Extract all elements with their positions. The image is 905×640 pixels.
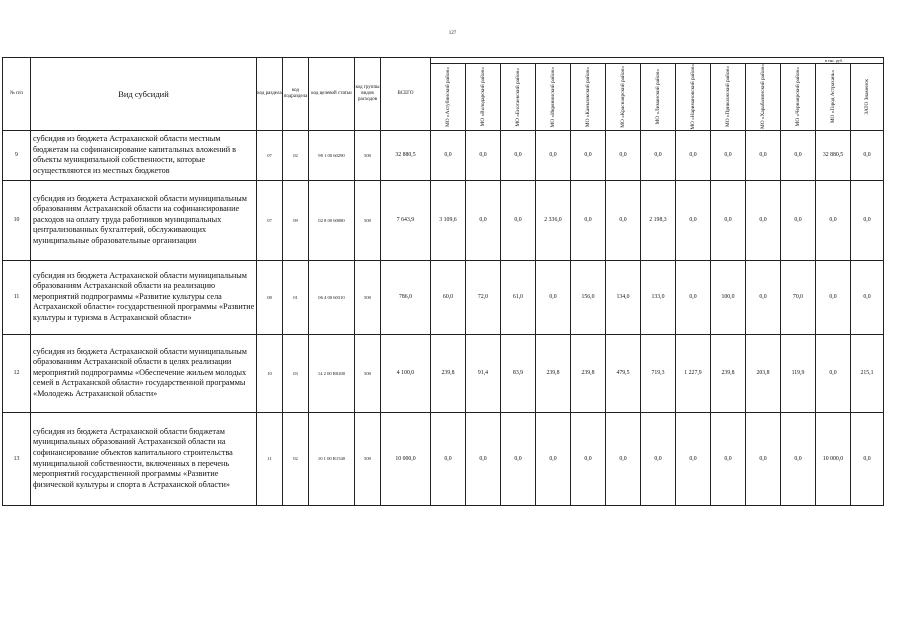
row-number-cell: 9 bbox=[3, 130, 31, 180]
header-district-5 bbox=[606, 64, 641, 131]
header-district-12 bbox=[851, 64, 884, 131]
district-value-cell: 215,1 bbox=[851, 334, 884, 412]
expense-group-cell: 500 bbox=[355, 130, 381, 180]
subsection-code-cell: 02 bbox=[283, 130, 309, 180]
district-label: МО «Приволжский район» bbox=[725, 66, 731, 128]
district-label: МО «Камызякский район» bbox=[585, 66, 591, 127]
district-value-cell: 10 000,0 bbox=[816, 412, 851, 505]
row-number-cell: 13 bbox=[3, 412, 31, 505]
district-value-cell: 239,8 bbox=[711, 334, 746, 412]
district-label: МО «Город Астрахань» bbox=[830, 70, 836, 124]
district-label: МО «Красноярский район» bbox=[620, 65, 626, 128]
district-value-cell: 239,8 bbox=[571, 334, 606, 412]
district-value-cell: 0,0 bbox=[466, 130, 501, 180]
district-value-cell: 0,0 bbox=[501, 412, 536, 505]
table-row bbox=[3, 412, 884, 505]
district-value-cell: 0,0 bbox=[746, 130, 781, 180]
district-value-cell: 0,0 bbox=[711, 180, 746, 260]
header-district-10 bbox=[781, 64, 816, 131]
district-value-cell: 0,0 bbox=[851, 412, 884, 505]
district-value-cell: 83,9 bbox=[501, 334, 536, 412]
header-total: ВСЕГО bbox=[381, 58, 431, 131]
district-label: МО «Черноярский район» bbox=[795, 67, 801, 127]
target-code-cell: 98 1 00 60290 bbox=[309, 130, 355, 180]
district-value-cell: 0,0 bbox=[606, 130, 641, 180]
district-value-cell: 0,0 bbox=[851, 260, 884, 334]
subsidies-table bbox=[2, 57, 884, 506]
expense-group-cell: 500 bbox=[355, 334, 381, 412]
expense-group-cell: 500 bbox=[355, 260, 381, 334]
district-value-cell: 134,0 bbox=[606, 260, 641, 334]
subsidy-name-cell: субсидия из бюджета Астраханской области муниципальным образованиям Астраханской области на реализацию мероприятий подпрограммы «Развитие культуры села Астраханской области» государственной программы «Развитие культуры и туризма в Астраханской области» bbox=[31, 260, 257, 334]
district-value-cell: 0,0 bbox=[851, 130, 884, 180]
district-value-cell: 0,0 bbox=[816, 334, 851, 412]
district-label: МО «Ахтубинский район» bbox=[445, 66, 451, 127]
district-value-cell: 0,0 bbox=[711, 412, 746, 505]
district-label: МО «Енотаевский район» bbox=[515, 67, 521, 127]
subsidy-name-cell: субсидия из бюджета Астраханской области муниципальным образованиям Астраханской области в целях реализации мероприятий подпрограммы «Обеспечение жильем молодых семей в Астраханской области» государственной программы «Молодежь Астраханской области» bbox=[31, 334, 257, 412]
table-row bbox=[3, 180, 884, 260]
district-label: МО «Лиманский район» bbox=[655, 69, 661, 125]
district-value-cell: 61,0 bbox=[501, 260, 536, 334]
header-district-9 bbox=[746, 64, 781, 131]
district-value-cell: 239,8 bbox=[536, 334, 571, 412]
header-unit: в тыс. руб. bbox=[431, 58, 884, 64]
district-value-cell: 0,0 bbox=[746, 260, 781, 334]
district-value-cell: 0,0 bbox=[676, 130, 711, 180]
subsection-code-cell: 02 bbox=[283, 412, 309, 505]
district-value-cell: 0,0 bbox=[676, 260, 711, 334]
table-row bbox=[3, 260, 884, 334]
district-value-cell: 133,0 bbox=[641, 260, 676, 334]
district-value-cell: 60,0 bbox=[431, 260, 466, 334]
row-number-cell: 10 bbox=[3, 180, 31, 260]
district-value-cell: 91,4 bbox=[466, 334, 501, 412]
table-row bbox=[3, 130, 884, 180]
district-value-cell: 719,3 bbox=[641, 334, 676, 412]
district-value-cell: 0,0 bbox=[781, 180, 816, 260]
subsection-code-cell: 03 bbox=[283, 334, 309, 412]
district-value-cell: 156,0 bbox=[571, 260, 606, 334]
header-district-6 bbox=[641, 64, 676, 131]
district-value-cell: 0,0 bbox=[571, 180, 606, 260]
header-district-8 bbox=[711, 64, 746, 131]
district-value-cell: 3 109,6 bbox=[431, 180, 466, 260]
district-label: МО «Наримановский район» bbox=[690, 64, 696, 130]
section-code-cell: 08 bbox=[257, 260, 283, 334]
district-value-cell: 0,0 bbox=[781, 412, 816, 505]
district-value-cell: 0,0 bbox=[501, 180, 536, 260]
district-label: МО «Харабалинский район» bbox=[760, 64, 766, 130]
district-label: ЗАТО Знаменск bbox=[864, 79, 870, 115]
section-code-cell: 07 bbox=[257, 130, 283, 180]
header-expense-group-code: код группы видов расходов bbox=[355, 58, 381, 131]
district-value-cell: 0,0 bbox=[536, 260, 571, 334]
row-number-cell: 11 bbox=[3, 260, 31, 334]
header-subsidy-type: Вид субсидий bbox=[31, 58, 257, 131]
district-value-cell: 0,0 bbox=[816, 260, 851, 334]
expense-group-cell: 500 bbox=[355, 412, 381, 505]
subsidy-name-cell: субсидия из бюджета Астраханской области местным бюджетам на софинансирование капитальных вложений в объекты муниципальной собственности, которые осуществляются из местных бюджетов bbox=[31, 130, 257, 180]
district-value-cell: 0,0 bbox=[606, 180, 641, 260]
district-value-cell: 1 227,9 bbox=[676, 334, 711, 412]
district-value-cell: 32 880,5 bbox=[816, 130, 851, 180]
district-value-cell: 0,0 bbox=[781, 130, 816, 180]
total-cell: 10 000,0 bbox=[381, 412, 431, 505]
header-district-2 bbox=[501, 64, 536, 131]
district-label: МО «Володарский район» bbox=[480, 67, 486, 127]
target-code-cell: 14 2 00 R0200 bbox=[309, 334, 355, 412]
district-value-cell: 239,8 bbox=[431, 334, 466, 412]
target-code-cell: 10 1 00 R1540 bbox=[309, 412, 355, 505]
district-value-cell: 0,0 bbox=[606, 412, 641, 505]
header-district-0 bbox=[431, 64, 466, 131]
row-number-cell: 12 bbox=[3, 334, 31, 412]
header-district-3 bbox=[536, 64, 571, 131]
district-value-cell: 0,0 bbox=[536, 412, 571, 505]
district-value-cell: 0,0 bbox=[746, 412, 781, 505]
district-value-cell: 479,5 bbox=[606, 334, 641, 412]
total-cell: 7 643,9 bbox=[381, 180, 431, 260]
district-value-cell: 0,0 bbox=[431, 130, 466, 180]
district-value-cell: 0,0 bbox=[711, 130, 746, 180]
district-value-cell: 0,0 bbox=[501, 130, 536, 180]
district-value-cell: 70,0 bbox=[781, 260, 816, 334]
target-code-cell: 02 8 00 60080 bbox=[309, 180, 355, 260]
district-value-cell: 0,0 bbox=[676, 412, 711, 505]
district-value-cell: 0,0 bbox=[431, 412, 466, 505]
total-cell: 4 100,0 bbox=[381, 334, 431, 412]
target-code-cell: 06 4 00 60310 bbox=[309, 260, 355, 334]
district-value-cell: 0,0 bbox=[466, 180, 501, 260]
district-value-cell: 0,0 bbox=[641, 130, 676, 180]
header-district-7 bbox=[676, 64, 711, 131]
total-cell: 32 880,5 bbox=[381, 130, 431, 180]
district-value-cell: 0,0 bbox=[571, 412, 606, 505]
district-value-cell: 2 336,0 bbox=[536, 180, 571, 260]
page-number: 127 bbox=[448, 31, 457, 36]
district-value-cell: 72,0 bbox=[466, 260, 501, 334]
table-row bbox=[3, 334, 884, 412]
header-target-code: код целевой статьи bbox=[309, 58, 355, 131]
district-value-cell: 100,0 bbox=[711, 260, 746, 334]
subsidy-name-cell: субсидия из бюджета Астраханской области бюджетам муниципальных образований Астраханской области на софинансирование объектов капитального строительства муниципальной собственности, включенных в перечень мероприятий государственной программы «Развитие физической культуры и спорта в Астраханской области» bbox=[31, 412, 257, 505]
district-value-cell: 0,0 bbox=[746, 180, 781, 260]
total-cell: 786,0 bbox=[381, 260, 431, 334]
header-section-code: код раздела bbox=[257, 58, 283, 131]
district-value-cell: 0,0 bbox=[571, 130, 606, 180]
district-value-cell: 119,9 bbox=[781, 334, 816, 412]
district-value-cell: 0,0 bbox=[851, 180, 884, 260]
district-value-cell: 203,8 bbox=[746, 334, 781, 412]
district-label: МО «Икрянинский район» bbox=[550, 66, 556, 128]
district-value-cell: 0,0 bbox=[466, 412, 501, 505]
subsection-code-cell: 01 bbox=[283, 260, 309, 334]
header-district-11 bbox=[816, 64, 851, 131]
header-row-number: № п/п bbox=[3, 58, 31, 131]
subsection-code-cell: 09 bbox=[283, 180, 309, 260]
header-district-4 bbox=[571, 64, 606, 131]
header-district-1 bbox=[466, 64, 501, 131]
district-value-cell: 0,0 bbox=[816, 180, 851, 260]
district-value-cell: 2 198,3 bbox=[641, 180, 676, 260]
district-value-cell: 0,0 bbox=[641, 412, 676, 505]
header-subsection-code: код подраздела bbox=[283, 58, 309, 131]
section-code-cell: 10 bbox=[257, 334, 283, 412]
district-value-cell: 0,0 bbox=[676, 180, 711, 260]
section-code-cell: 11 bbox=[257, 412, 283, 505]
expense-group-cell: 500 bbox=[355, 180, 381, 260]
district-value-cell: 0,0 bbox=[536, 130, 571, 180]
subsidy-name-cell: субсидия из бюджета Астраханской области муниципальным образованиям Астраханской области на софинансирование расходов на оплату труда работников муниципальных централизованных бухгалтерий, обслуживающих муниципальные образовательные организации bbox=[31, 180, 257, 260]
section-code-cell: 07 bbox=[257, 180, 283, 260]
